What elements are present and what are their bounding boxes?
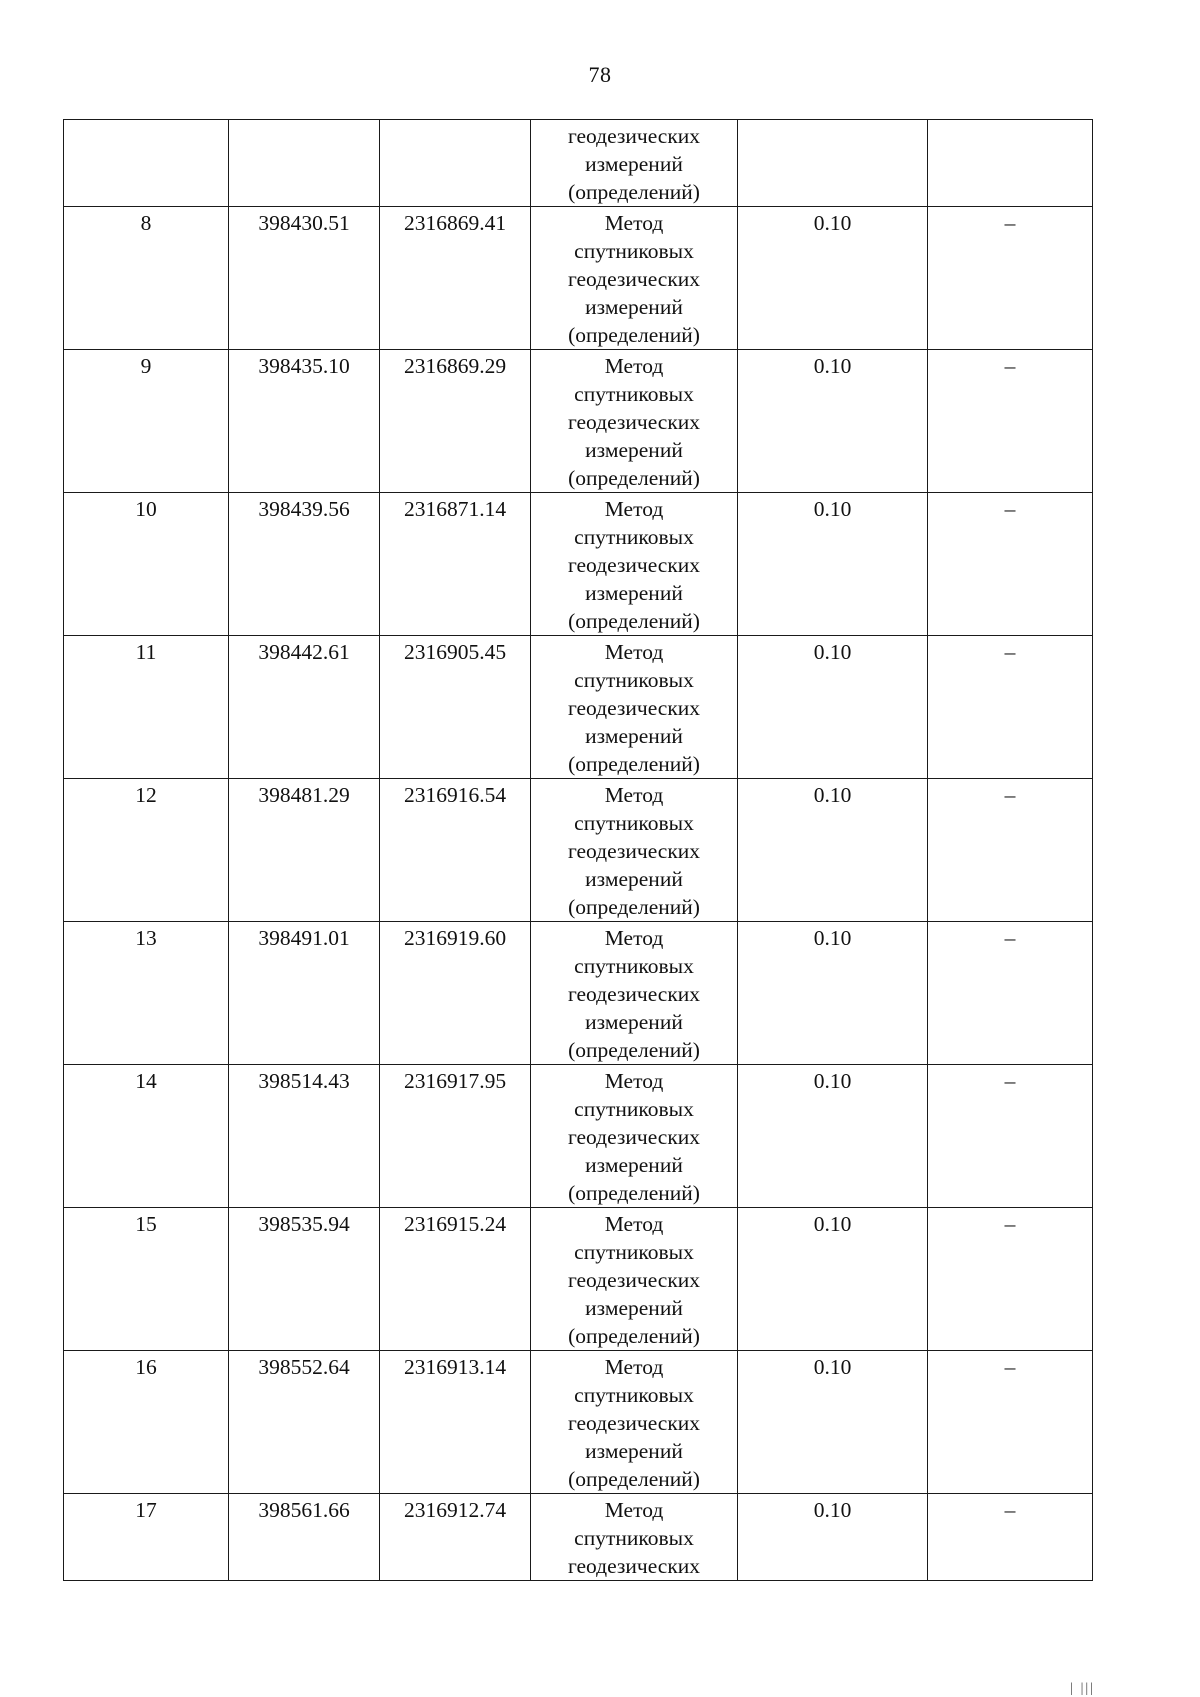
table-row	[64, 493, 1093, 636]
cell-y-coordinate: 2316871.14	[380, 493, 531, 636]
cell-accuracy: 0.10	[738, 1351, 928, 1494]
cell-point-number: 8	[64, 207, 229, 350]
cell-x-coordinate: 398561.66	[229, 1494, 380, 1581]
cell-note: –	[928, 207, 1093, 350]
cell-point-number: 11	[64, 636, 229, 779]
cell-note: –	[928, 636, 1093, 779]
table-row	[64, 207, 1093, 350]
cell-method: Метод спутниковых геодезических	[531, 1494, 738, 1581]
cell-x-coordinate: 398552.64	[229, 1351, 380, 1494]
table-row	[64, 922, 1093, 1065]
cell-method: Метод спутниковых геодезических измерений (определений)	[531, 350, 738, 493]
cell-note: –	[928, 779, 1093, 922]
cell-y-coordinate: 2316919.60	[380, 922, 531, 1065]
cell-note: –	[928, 922, 1093, 1065]
cell-x-coordinate: 398481.29	[229, 779, 380, 922]
cell-note: –	[928, 1065, 1093, 1208]
cell-y-coordinate: 2316869.41	[380, 207, 531, 350]
cell-y-coordinate: 2316912.74	[380, 1494, 531, 1581]
cell-accuracy: 0.10	[738, 1494, 928, 1581]
cell-y-coordinate: 2316913.14	[380, 1351, 531, 1494]
table-row	[64, 1351, 1093, 1494]
cell-x-coordinate: 398491.01	[229, 922, 380, 1065]
cell-method: Метод спутниковых геодезических измерений (определений)	[531, 493, 738, 636]
cell-y-coordinate	[380, 120, 531, 207]
cell-y-coordinate: 2316869.29	[380, 350, 531, 493]
cell-point-number: 9	[64, 350, 229, 493]
cell-accuracy	[738, 120, 928, 207]
cell-method: Метод спутниковых геодезических измерений (определений)	[531, 1208, 738, 1351]
cell-note: –	[928, 1494, 1093, 1581]
cell-accuracy: 0.10	[738, 350, 928, 493]
cell-x-coordinate: 398535.94	[229, 1208, 380, 1351]
cell-accuracy: 0.10	[738, 207, 928, 350]
cell-accuracy: 0.10	[738, 922, 928, 1065]
table-row-continuation	[64, 120, 1093, 207]
cell-note: –	[928, 1351, 1093, 1494]
cell-point-number: 16	[64, 1351, 229, 1494]
cell-method: Метод спутниковых геодезических измерений (определений)	[531, 1065, 738, 1208]
table-row	[64, 636, 1093, 779]
table-row	[64, 350, 1093, 493]
cell-point-number: 13	[64, 922, 229, 1065]
cell-y-coordinate: 2316916.54	[380, 779, 531, 922]
cell-accuracy: 0.10	[738, 779, 928, 922]
cell-point-number: 12	[64, 779, 229, 922]
cell-point-number: 17	[64, 1494, 229, 1581]
cell-accuracy: 0.10	[738, 1208, 928, 1351]
cell-accuracy: 0.10	[738, 493, 928, 636]
cell-method: Метод спутниковых геодезических измерений (определений)	[531, 636, 738, 779]
page-number: 78	[588, 62, 612, 87]
coordinates-table	[63, 119, 1093, 1581]
cell-x-coordinate: 398439.56	[229, 493, 380, 636]
cell-accuracy: 0.10	[738, 1065, 928, 1208]
cell-note	[928, 120, 1093, 207]
table-row	[64, 1208, 1093, 1351]
cell-note: –	[928, 1208, 1093, 1351]
cell-point-number: 14	[64, 1065, 229, 1208]
cell-x-coordinate: 398435.10	[229, 350, 380, 493]
cell-x-coordinate: 398430.51	[229, 207, 380, 350]
cell-accuracy: 0.10	[738, 636, 928, 779]
cell-point-number: 10	[64, 493, 229, 636]
cell-method: геодезических измерений (определений)	[531, 120, 738, 207]
cell-method: Метод спутниковых геодезических измерений (определений)	[531, 922, 738, 1065]
scan-corner-mark: | |||	[1070, 1681, 1095, 1696]
cell-y-coordinate: 2316905.45	[380, 636, 531, 779]
cell-x-coordinate: 398442.61	[229, 636, 380, 779]
table-row	[64, 779, 1093, 922]
cell-point-number	[64, 120, 229, 207]
cell-x-coordinate: 398514.43	[229, 1065, 380, 1208]
cell-method: Метод спутниковых геодезических измерений (определений)	[531, 779, 738, 922]
cell-note: –	[928, 350, 1093, 493]
cell-x-coordinate	[229, 120, 380, 207]
cell-method: Метод спутниковых геодезических измерений (определений)	[531, 1351, 738, 1494]
table-body	[64, 120, 1093, 1581]
table-row-last	[64, 1494, 1093, 1581]
cell-note: –	[928, 493, 1093, 636]
cell-method: Метод спутниковых геодезических измерений (определений)	[531, 207, 738, 350]
cell-y-coordinate: 2316915.24	[380, 1208, 531, 1351]
table-row	[64, 1065, 1093, 1208]
cell-y-coordinate: 2316917.95	[380, 1065, 531, 1208]
cell-point-number: 15	[64, 1208, 229, 1351]
